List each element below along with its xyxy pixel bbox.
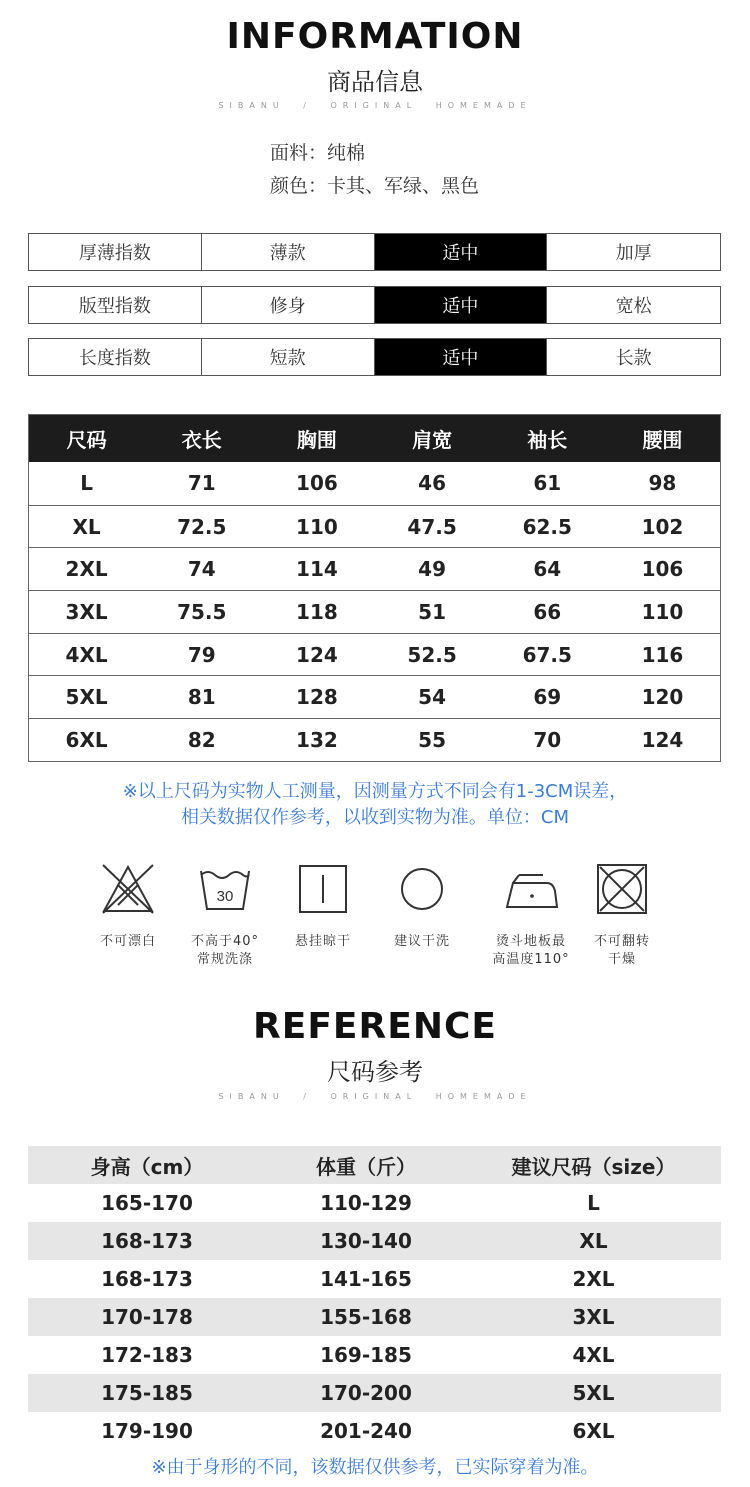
scale-row <box>28 233 721 271</box>
table-cell: 2XL <box>65 557 108 582</box>
care-label-line1: 不可翻转 <box>593 934 650 949</box>
care-label-line2: 干燥 <box>607 952 636 967</box>
size-table-header-cell: 袖长 <box>527 428 568 452</box>
table-cell: 70 <box>533 727 562 752</box>
table-cell: 51 <box>418 599 447 624</box>
care-label-line1: 不可漂白 <box>99 934 156 949</box>
scale-option: 加厚 <box>615 243 652 264</box>
care-item <box>268 863 378 951</box>
size-table <box>28 414 721 762</box>
table-cell: 82 <box>187 727 216 752</box>
reference-subtitle: 尺码参考 <box>327 1058 423 1086</box>
table-cell: 3XL <box>65 599 108 624</box>
table-row <box>29 590 720 633</box>
reference-cell: 168-173 <box>101 1229 193 1253</box>
reference-note: ※由于身形的不同，该数据仅供参考，已实际穿着为准。 <box>151 1457 599 1478</box>
no-bleach-icon <box>73 863 183 915</box>
table-cell: 114 <box>296 557 338 582</box>
reference-cell: 130-140 <box>320 1229 412 1253</box>
care-item <box>73 863 183 951</box>
size-table-header-cell: 胸围 <box>296 428 337 452</box>
reference-cell: 3XL <box>572 1305 615 1329</box>
table-cell: 55 <box>418 727 447 752</box>
care-label-line2: 高温度110° <box>492 952 570 967</box>
table-cell: 102 <box>641 514 684 539</box>
table-cell: 71 <box>187 471 216 496</box>
table-row <box>28 1298 721 1336</box>
reference-cell: 165-170 <box>101 1191 193 1215</box>
care-item <box>170 863 280 969</box>
scale-option-selected: 适中 <box>375 339 548 375</box>
table-cell: 110 <box>296 514 338 539</box>
table-cell: 47.5 <box>407 514 457 539</box>
table-cell: 54 <box>418 685 447 710</box>
care-label-line1: 悬挂晾干 <box>294 934 351 949</box>
table-cell: 124 <box>641 727 684 752</box>
scale-option: 修身 <box>202 287 375 323</box>
fabric-text: 面料：纯棉 <box>270 142 366 164</box>
care-label-line1: 不高于40° <box>190 934 260 949</box>
table-cell: 49 <box>418 557 447 582</box>
scale-option: 宽松 <box>615 296 652 317</box>
table-cell: 81 <box>187 685 216 710</box>
care-label-line1: 烫斗地板最 <box>495 934 566 949</box>
scale-option: 长款 <box>615 348 652 369</box>
line-dry-icon <box>268 863 378 915</box>
care-item <box>567 863 677 969</box>
reference-title: REFERENCE <box>253 1006 497 1047</box>
reference-cell: 155-168 <box>320 1305 412 1329</box>
dry-clean-icon <box>367 863 477 915</box>
table-cell: 110 <box>641 599 684 624</box>
reference-cell: 141-165 <box>320 1267 412 1291</box>
reference-cell: 179-190 <box>101 1419 193 1443</box>
reference-cell: 170-178 <box>101 1305 193 1329</box>
reference-cell: 201-240 <box>320 1419 412 1443</box>
measure-note-line2: 相关数据仅作参考，以收到实物为准。单位：CM <box>180 807 570 828</box>
reference-cell: 体重（斤） <box>316 1154 416 1179</box>
table-cell: 75.5 <box>177 599 227 624</box>
table-cell: 46 <box>418 471 447 496</box>
table-cell: 5XL <box>65 685 108 710</box>
colors-text: 颜色：卡其、军绿、黑色 <box>270 175 480 197</box>
measure-note-line1: ※以上尺码为实物人工测量，因测量方式不同会有1-3CM误差， <box>122 781 628 802</box>
scale-label: 长度指数 <box>29 339 202 375</box>
reference-cell: 2XL <box>572 1267 615 1291</box>
scale-option: 短款 <box>202 339 375 375</box>
reference-tagline: SIBANU / ORIGINAL HOMEMADE <box>218 1092 532 1101</box>
reference-cell: 身高（cm） <box>90 1154 204 1179</box>
table-row <box>29 462 720 505</box>
care-label <box>567 933 677 969</box>
scale-label: 厚薄指数 <box>29 234 202 270</box>
reference-cell: 4XL <box>572 1343 615 1367</box>
reference-table <box>28 1146 721 1450</box>
table-cell: 132 <box>296 727 338 752</box>
table-cell: 52.5 <box>407 642 457 667</box>
table-cell: 62.5 <box>522 514 572 539</box>
reference-cell: 110-129 <box>320 1191 412 1215</box>
reference-cell: 169-185 <box>320 1343 412 1367</box>
scale-option-selected: 适中 <box>375 287 548 323</box>
table-cell: 106 <box>296 471 338 496</box>
reference-cell: XL <box>579 1229 608 1253</box>
reference-cell: 6XL <box>572 1419 615 1443</box>
table-row <box>29 718 720 761</box>
table-row <box>28 1412 721 1450</box>
table-row <box>29 633 720 676</box>
table-cell: XL <box>72 514 101 539</box>
table-row <box>29 675 720 718</box>
reference-cell: 建议尺码（size） <box>511 1154 676 1179</box>
size-table-header-cell: 尺码 <box>66 428 107 452</box>
table-row <box>28 1260 721 1298</box>
scale-row <box>28 286 721 324</box>
table-row <box>29 547 720 590</box>
table-cell: 79 <box>187 642 216 667</box>
table-cell: 120 <box>641 685 684 710</box>
table-cell: 74 <box>187 557 216 582</box>
care-label <box>170 933 280 969</box>
table-row <box>28 1184 721 1222</box>
table-cell: 128 <box>296 685 338 710</box>
reference-cell: 170-200 <box>320 1381 412 1405</box>
information-title: INFORMATION <box>226 16 524 57</box>
size-table-header-cell: 衣长 <box>181 428 222 452</box>
reference-cell: 175-185 <box>101 1381 193 1405</box>
size-table-header-cell: 腰围 <box>642 428 683 452</box>
table-cell: 61 <box>533 471 562 496</box>
reference-cell: 172-183 <box>101 1343 193 1367</box>
table-cell: 116 <box>641 642 684 667</box>
measure-note <box>0 779 750 831</box>
table-cell: 69 <box>533 685 562 710</box>
care-label <box>367 933 477 951</box>
scale-option: 薄款 <box>202 234 375 270</box>
care-label <box>73 933 183 951</box>
table-row <box>28 1374 721 1412</box>
wash-temp-text: 30 <box>216 888 234 905</box>
table-cell: 106 <box>641 557 684 582</box>
table-cell: 118 <box>296 599 338 624</box>
reference-cell: L <box>587 1191 600 1215</box>
care-label <box>268 933 378 951</box>
table-cell: 66 <box>533 599 562 624</box>
table-row <box>28 1222 721 1260</box>
table-row <box>29 505 720 548</box>
no-tumble-dry-icon <box>567 863 677 915</box>
scale-option-selected: 适中 <box>375 234 548 270</box>
table-cell: 64 <box>533 557 562 582</box>
care-item <box>367 863 477 951</box>
table-cell: 124 <box>296 642 338 667</box>
care-label-line1: 建议干洗 <box>393 934 450 949</box>
reference-header-row <box>28 1146 721 1184</box>
size-table-header-cell: 肩宽 <box>412 428 453 452</box>
table-cell: 4XL <box>65 642 108 667</box>
table-cell: 6XL <box>65 727 108 752</box>
table-cell: 67.5 <box>522 642 572 667</box>
table-cell: 72.5 <box>177 514 227 539</box>
scale-label: 版型指数 <box>29 287 202 323</box>
information-tagline: SIBANU / ORIGINAL HOMEMADE <box>218 101 532 110</box>
scale-row <box>28 338 721 376</box>
size-table-header <box>29 415 720 462</box>
table-cell: L <box>80 471 93 496</box>
table-cell: 98 <box>648 471 677 496</box>
table-row <box>28 1336 721 1374</box>
reference-cell: 168-173 <box>101 1267 193 1291</box>
care-label-line2: 常规洗涤 <box>196 952 253 967</box>
information-subtitle: 商品信息 <box>327 68 423 96</box>
reference-cell: 5XL <box>572 1381 615 1405</box>
wash-30-icon <box>170 863 280 915</box>
